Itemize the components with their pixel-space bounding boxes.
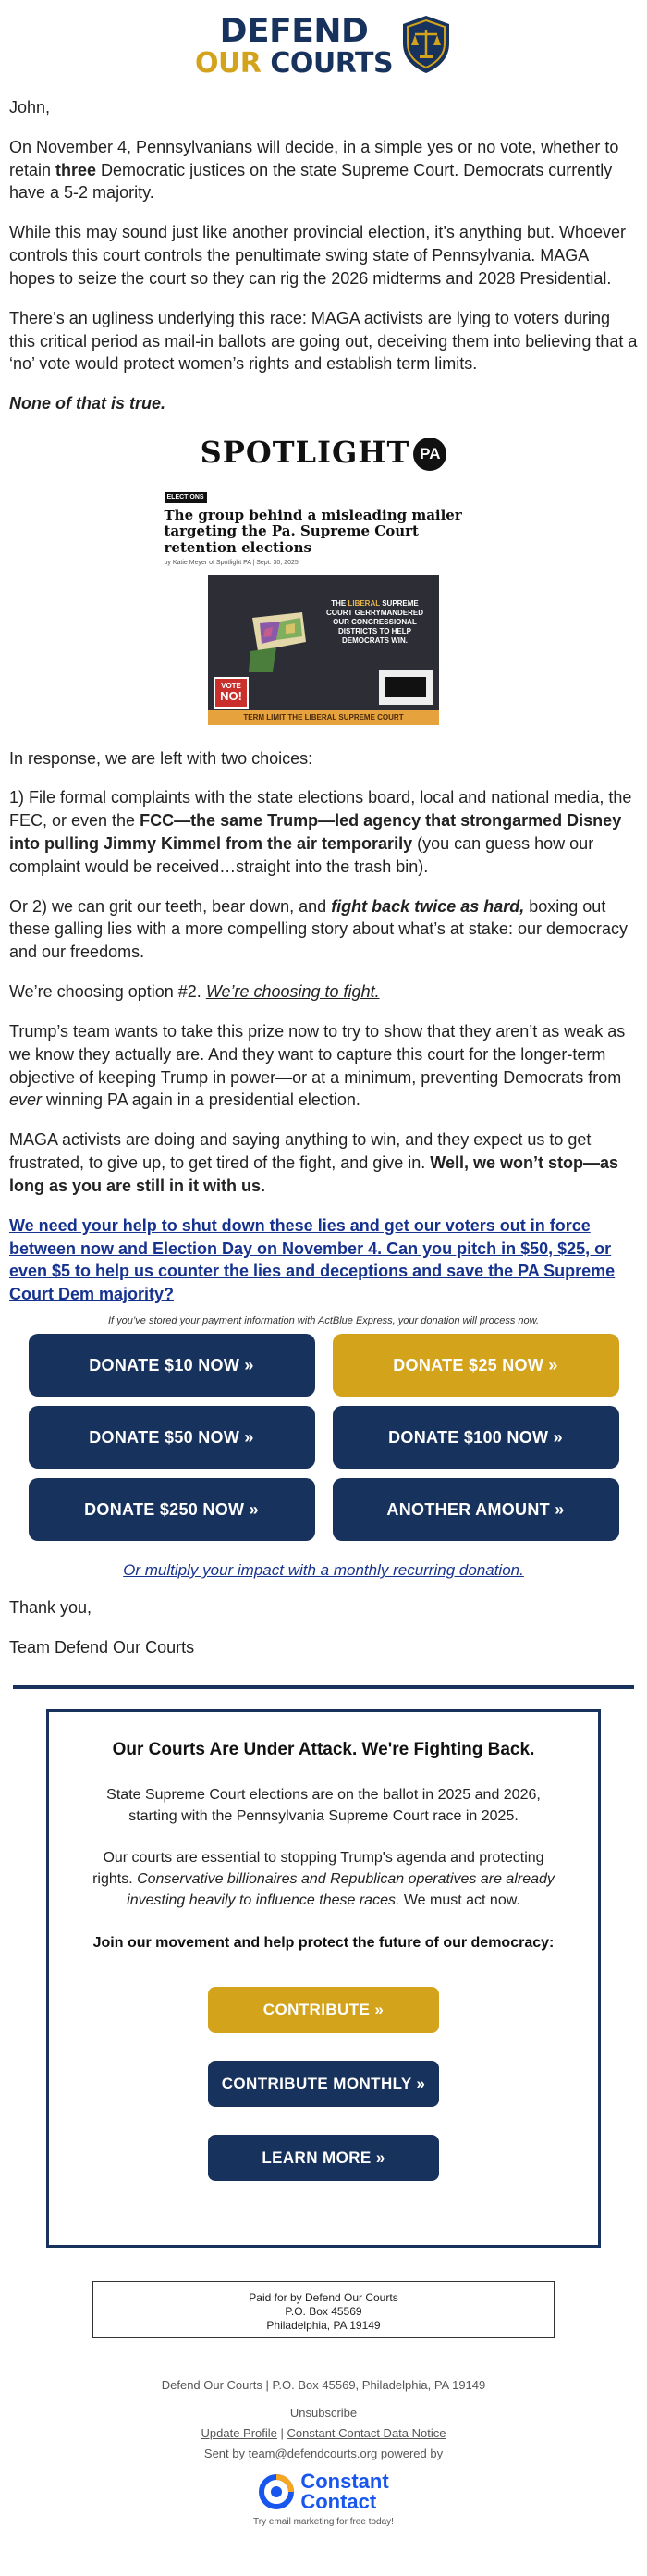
paid-for-disclaimer: [92, 2281, 555, 2338]
cc-word-contact: Contact: [300, 2490, 377, 2514]
donation-ask-link[interactable]: We need your help to shut down these lies and get our voters out in force between now and Election Day on November 4. Can you pitch in $50, $25, or even $5 to help us counter the lies and deceptions and save the PA Supreme Court Dem majority?: [9, 1215, 616, 1304]
paragraph-none-true: None of that is true.: [9, 394, 166, 413]
panel-join-movement: Join our movement and help protect the future of our democracy:: [92, 1934, 555, 1951]
defend-our-courts-logo[interactable]: [0, 0, 647, 92]
spotlight-logo: SPOTLIGHT: [200, 435, 410, 471]
about-panel: [46, 1709, 601, 2248]
donate-250-button[interactable]: DONATE $250 NOW »: [29, 1478, 315, 1541]
spotlight-pa-badge: PA: [413, 438, 446, 471]
signoff-thanks: Thank you,: [9, 1598, 92, 1618]
paragraph-swing-state: While this may sound just like another provincial election, it’s anything but. Whoever controls this court controls the penultimate swing state of Pennsylvania. MAGA hopes to seize the court so they can rig the 2026 midterms and 2028 Presidential.: [9, 223, 627, 288]
article-byline: by Katie Meyer of Spotlight PA | Sept. 30, 2025: [164, 559, 299, 566]
logo-word-defend: DEFEND: [219, 12, 369, 50]
donation-buttons: [0, 1334, 647, 1541]
email-footer: [0, 2375, 647, 2530]
paragraph-choosing: We’re choosing option #2. We’re choosing to fight.: [9, 982, 380, 1002]
paragraph-ugliness: There’s an ugliness underlying this race: MAGA activists are lying to voters during this critical period as mail-in ballots are going out, deceiving them into believing that a ‘no’ vote would protect women’s rights and establish term limits.: [9, 308, 638, 374]
donate-100-button[interactable]: DONATE $100 NOW »: [333, 1406, 619, 1469]
footer-separator: |: [276, 2425, 287, 2440]
contribute-button[interactable]: CONTRIBUTE »: [208, 1987, 439, 2033]
another-amount-button[interactable]: ANOTHER AMOUNT »: [333, 1478, 619, 1541]
sent-by-line: Sent by team@defendcourts.org powered by: [203, 2447, 444, 2460]
donate-50-button[interactable]: DONATE $50 NOW »: [29, 1406, 315, 1469]
vote-no-sign: VOTE NO!: [214, 677, 249, 709]
paid-for-line: Paid for by Defend Our Courts: [249, 2290, 398, 2304]
email-body: [0, 96, 647, 1306]
contribute-monthly-button[interactable]: CONTRIBUTE MONTHLY »: [208, 2061, 439, 2107]
paragraph-intro: On November 4, Pennsylvanians will decide, in a simple yes or no vote, whether to retain three Democratic justices on the state Supreme Court. Democrats currently have a 5-2 majority.: [9, 137, 619, 203]
constant-contact-icon: [258, 2473, 295, 2510]
logo-word-our: OUR: [194, 47, 262, 80]
learn-more-button[interactable]: LEARN MORE »: [208, 2135, 439, 2181]
monthly-donation-link[interactable]: Or multiply your impact with a monthly recurring donation.: [123, 1561, 524, 1580]
spotlight-article-image[interactable]: [9, 432, 638, 724]
panel-title: Our Courts Are Under Attack. We're Fighting Back.: [112, 1739, 535, 1759]
article-tag: ELECTIONS: [165, 492, 207, 503]
greeting: John,: [9, 98, 51, 117]
article-title: The group behind a misleading mailer targeting the Pa. Supreme Court retention elections: [164, 507, 462, 556]
unsubscribe-link[interactable]: Unsubscribe: [289, 2405, 358, 2420]
pa-map-graphic: [249, 605, 310, 673]
data-notice-link[interactable]: Constant Contact Data Notice: [287, 2425, 446, 2440]
constant-contact-logo[interactable]: [0, 2471, 647, 2512]
panel-paragraph-ballot: State Supreme Court elections are on the ballot in 2025 and 2026, starting with the Pennsylvania Supreme Court race in 2025.: [106, 1786, 541, 1824]
logo-word-courts: COURTS: [270, 47, 394, 80]
mailer-address-card: [379, 670, 433, 705]
donate-25-button[interactable]: DONATE $25 NOW »: [333, 1334, 619, 1397]
paragraph-trump-team: Trump’s team wants to take this prize now to try to show that they aren’t as weak as we know they actually are. And they want to capture this court for the longer-term objective of keeping Trump in power—or at a minimum, preventing Democrats from ever winning PA again in a presidential election.: [9, 1021, 626, 1110]
panel-paragraph-essential: Our courts are essential to stopping Trump's agenda and protecting rights. Conservative billionaires and Republican operatives are already investing heavily to influence these races. We must act now.: [92, 1850, 555, 1909]
city-line: Philadelphia, PA 19149: [266, 2318, 381, 2332]
section-divider: [13, 1685, 634, 1689]
cc-tagline: Try email marketing for free today!: [253, 2517, 394, 2528]
paragraph-option-one: 1) File formal complaints with the state elections board, local and national media, the FEC, or even the FCC—the same Trump—led agency that strongarmed Disney into pulling Jimmy Kimmel from the air temporarily (you can guess how our complaint would be received…straight into the trash bin).: [9, 788, 632, 876]
signoff-team: Team Defend Our Courts: [9, 1637, 195, 1657]
actblue-note: If you’ve stored your payment information with ActBlue Express, your donation will process now.: [107, 1315, 540, 1327]
paragraph-two-choices: In response, we are left with two choices:: [9, 748, 313, 768]
scales-shield-icon: [400, 14, 452, 80]
mailer-photo: [208, 575, 439, 725]
mailer-bottom-banner: TERM LIMIT THE LIBERAL SUPREME COURT: [208, 710, 439, 725]
update-profile-link[interactable]: Update Profile: [201, 2425, 277, 2440]
footer-address: Defend Our Courts | P.O. Box 45569, Philadelphia, PA 19149: [161, 2377, 486, 2392]
cc-word-constant: Constant: [300, 2470, 389, 2494]
mailer-headline: THE LIBERAL SUPREME COURT GERRYMANDERED OUR CONGRESSIONAL DISTRICTS TO HELP DEMOCRATS WIN.: [325, 598, 424, 645]
po-box-line: P.O. Box 45569: [285, 2304, 362, 2318]
article-card: [165, 482, 483, 567]
paragraph-maga-activists: MAGA activists are doing and saying anything to win, and they expect us to get frustrated, to give up, to get tired of the fight, and give in. Well, we won’t stop—as long as you are still in it with us.: [9, 1130, 618, 1195]
paragraph-option-two: Or 2) we can grit our teeth, bear down, and fight back twice as hard, boxing out these galling lies with a more compelling story about what’s at stake: our democracy and our freedoms.: [9, 896, 628, 962]
donate-10-button[interactable]: DONATE $10 NOW »: [29, 1334, 315, 1397]
